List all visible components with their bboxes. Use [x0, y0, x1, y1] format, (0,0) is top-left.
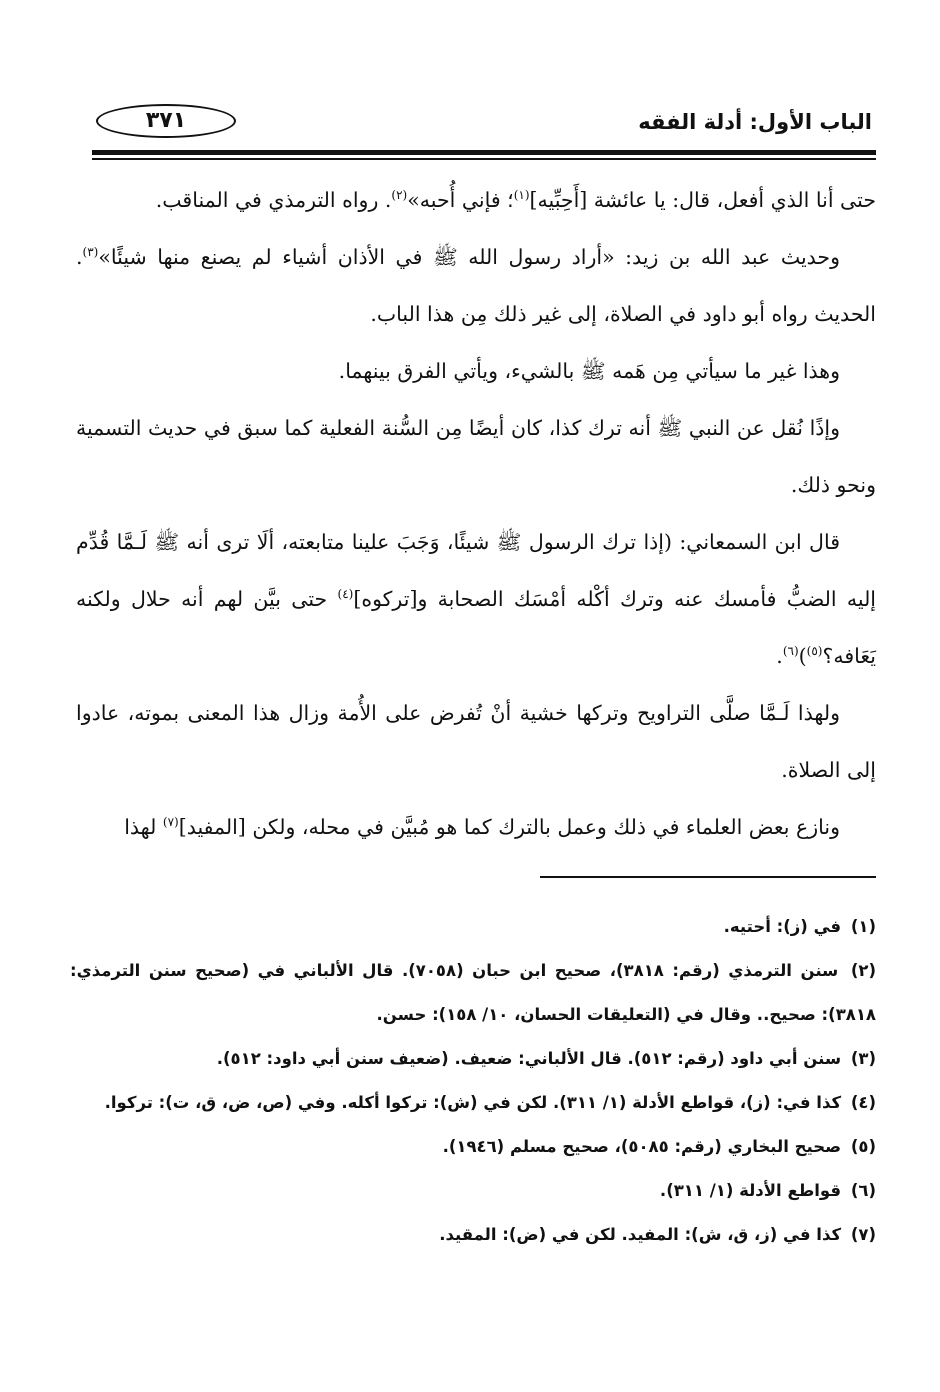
- footnote-ref: (١): [513, 188, 530, 203]
- footnote-ref: (٣): [82, 245, 99, 260]
- footnote: (٢) سنن الترمذي (رقم: ٣٨١٨)، صحيح ابن حبان (٧٠٥٨). قال الألباني في (صحيح سنن الترمذي: ٣٨١٨): صحيح.. وقال في (التعليقات الحسان، ١٠/ ١٥٨): حسن.: [70, 961, 876, 1024]
- footnote: (٧) كذا في (ز، ق، ش): المفيد. لكن في (ض): المقيد.: [439, 1225, 876, 1244]
- footnote: (٤) كذا في: (ز)، قواطع الأدلة (١/ ٣١١). لكن في (ش): تركوا أكله. وفي (ص، ض، ق، ت): تركوا.: [104, 1093, 876, 1112]
- footnote-ref: (٥): [806, 644, 823, 659]
- header-rule-thick: [92, 150, 876, 155]
- paragraph: قال ابن السمعاني: (إذا ترك الرسول ﷺ شيئًا، وَجَبَ علينا متابعته، ألَا ترى أنه ﷺ لَـمَّا قُدِّم إليه الضبُّ فأمسك عنه وترك أكْله أمْسَك الصحابة و[تركوه]$^{(٤)}$ حتى بيَّن لهم أنه حلال ولكنه يَعَافه؟$^{(٥)}$)$^{(٦)}$.: [76, 530, 877, 668]
- footnote-ref: (٤): [337, 587, 354, 602]
- page-header: [78, 100, 872, 150]
- paragraph: حتى أنا الذي أفعل، قال: يا عائشة [أَحِبِّيه]$^{(١)}$؛ فإني أُحبه»$^{(٢)}$. رواه الترمذي في المناقب.: [155, 188, 876, 212]
- main-text: [76, 172, 876, 856]
- paragraph: وهذا غير ما سيأتي مِن هَمه ﷺ بالشيء، ويأتي الفرق بينهما.: [338, 359, 840, 383]
- paragraph: وحديث عبد الله بن زيد: «أراد رسول الله ﷺ في الأذان أشياء لم يصنع منها شيئًا»$^{(٣)}$. الحديث رواه أبو داود في الصلاة، إلى غير ذلك مِن هذا الباب.: [76, 245, 876, 326]
- paragraph: ولهذا لَـمَّا صلَّى التراويح وتركها خشية أنْ تُفرض على الأُمة وزال هذا المعنى بموته، عادوا إلى الصلاة.: [76, 701, 876, 782]
- footnotes: [70, 905, 876, 1257]
- footnote: (٦) قواطع الأدلة (١/ ٣١١).: [659, 1181, 876, 1200]
- footnote-ref: (٧): [162, 815, 179, 830]
- header-rule-thin: [92, 158, 876, 160]
- paragraph: ونازع بعض العلماء في ذلك وعمل بالترك كما هو مُبيَّن في محله، ولكن [المفيد]$^{(٧)}$ لهذا: [124, 815, 840, 839]
- chapter-title: الباب الأول: أدلة الفقه: [638, 110, 872, 134]
- paragraph: وإذًا نُقل عن النبي ﷺ أنه ترك كذا، كان أيضًا مِن السُّنة الفعلية كما سبق في حديث التسمية ونحو ذلك.: [76, 416, 876, 497]
- footnote-separator: [540, 876, 876, 878]
- footnote: (٣) سنن أبي داود (رقم: ٥١٢). قال الألباني: ضعيف. (ضعيف سنن أبي داود: ٥١٢).: [216, 1049, 876, 1068]
- footnote-ref: (٢): [391, 188, 408, 203]
- page-number: ٣٧١: [96, 104, 236, 138]
- footnote: (٥) صحيح البخاري (رقم: ٥٠٨٥)، صحيح مسلم (١٩٤٦).: [442, 1137, 876, 1156]
- footnote: (١) في (ز): أحتيه.: [723, 917, 876, 936]
- footnote-ref: (٦): [782, 644, 799, 659]
